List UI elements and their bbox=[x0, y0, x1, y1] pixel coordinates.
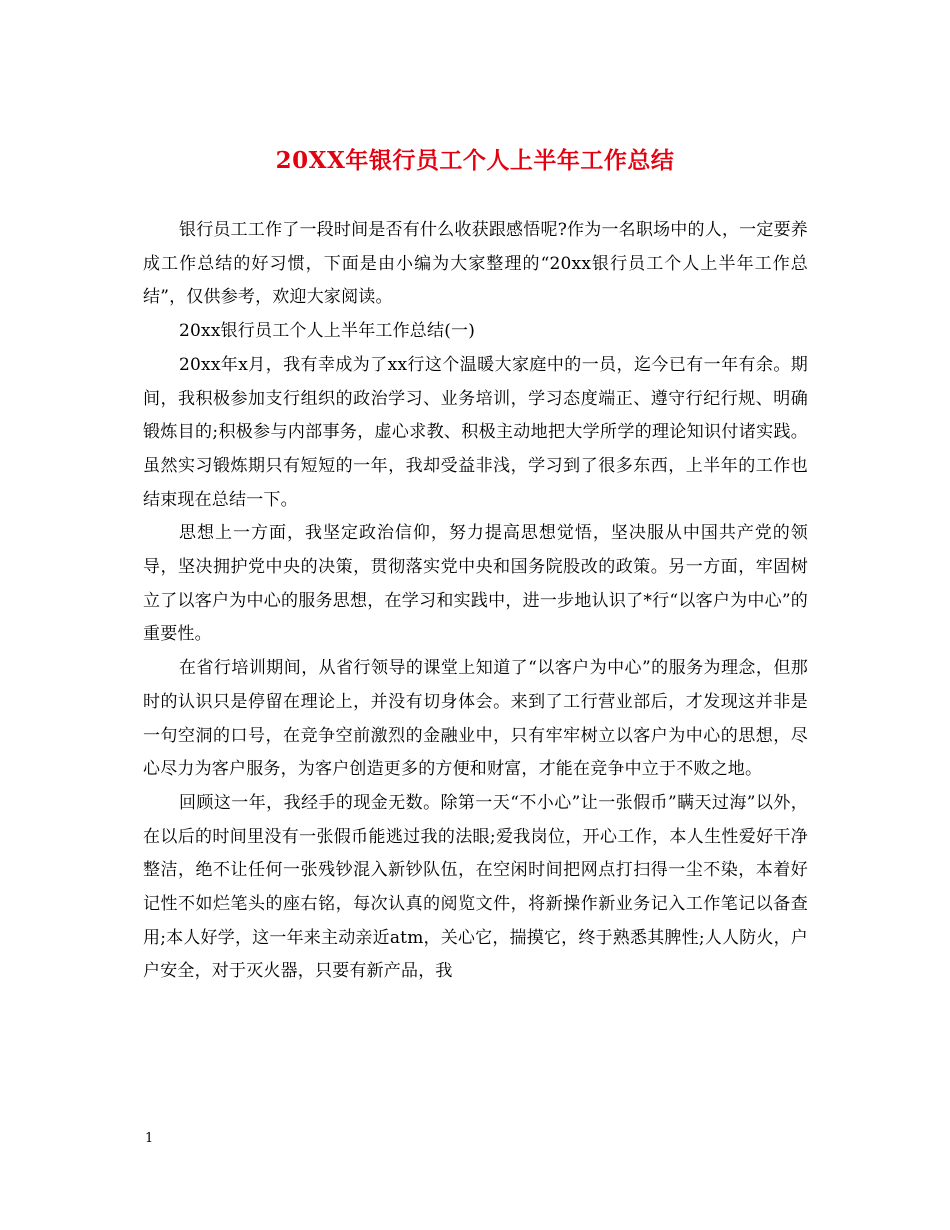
document-body bbox=[143, 214, 808, 989]
body-paragraph: 思想上一方面，我坚定政治信仰，努力提高思想觉悟，坚决服从中国共产党的领导，坚决拥护党中央的决策，贯彻落实党中央和国务院股改的政策。另一方面，牢固树立了以客户为中心的服务思想，在学习和实践中，进一步地认识了*行“以客户为中心”的重要性。 bbox=[143, 523, 808, 645]
section-heading: 20xx银行员工个人上半年工作总结(一) bbox=[179, 321, 476, 342]
body-paragraph: 回顾这一年，我经手的现金无数。除第一天“不小心”让一张假币”瞒天过海”以外，在以后的时间里没有一张假币能逃过我的法眼;爱我岗位，开心工作，本人生性爱好干净整洁，绝不让任何一张残钞混入新钞队伍，在空闲时间把网点打扫得一尘不染，本着好记性不如烂笔头的座右铭，每次认真的阅览文件，将新操作新业务记入工作笔记以备查用;本人好学，这一年来主动亲近atm，关心它，揣摸它，终于熟悉其脾性;人人防火，户户安全，对于灭火器，只要有新产品，我 bbox=[143, 792, 808, 982]
body-paragraph: 20xx年x月，我有幸成为了xx行这个温暖大家庭中的一员，迄今已有一年有余。期间，我积极参加支行组织的政治学习、业务培训，学习态度端正、遵守行纪行规、明确锻炼目的;积极参与内部事务，虚心求教、积极主动地把大学所学的理论知识付诸实践。虽然实习锻炼期只有短短的一年，我却受益非浅，学习到了很多东西，上半年的工作也结束现在总结一下。 bbox=[143, 354, 808, 510]
body-paragraph: 在省行培训期间，从省行领导的课堂上知道了“以客户为中心”的服务为理念，但那时的认识只是停留在理论上，并没有切身体会。来到了工行营业部后，才发现这并非是一句空洞的口号，在竞争空前激烈的金融业中，只有牢牢树立以客户为中心的思想，尽心尽力为客户服务，为客户创造更多的方便和财富，才能在竞争中立于不败之地。 bbox=[143, 658, 808, 780]
intro-paragraph: 银行员工工作了一段时间是否有什么收获跟感悟呢?作为一名职场中的人，一定要养成工作总结的好习惯，下面是由小编为大家整理的“20xx银行员工个人上半年工作总结”，仅供参考，欢迎大家阅读。 bbox=[143, 220, 808, 308]
page-number: 1 bbox=[145, 1131, 154, 1146]
document-title: 20XX年银行员工个人上半年工作总结 bbox=[275, 147, 675, 174]
